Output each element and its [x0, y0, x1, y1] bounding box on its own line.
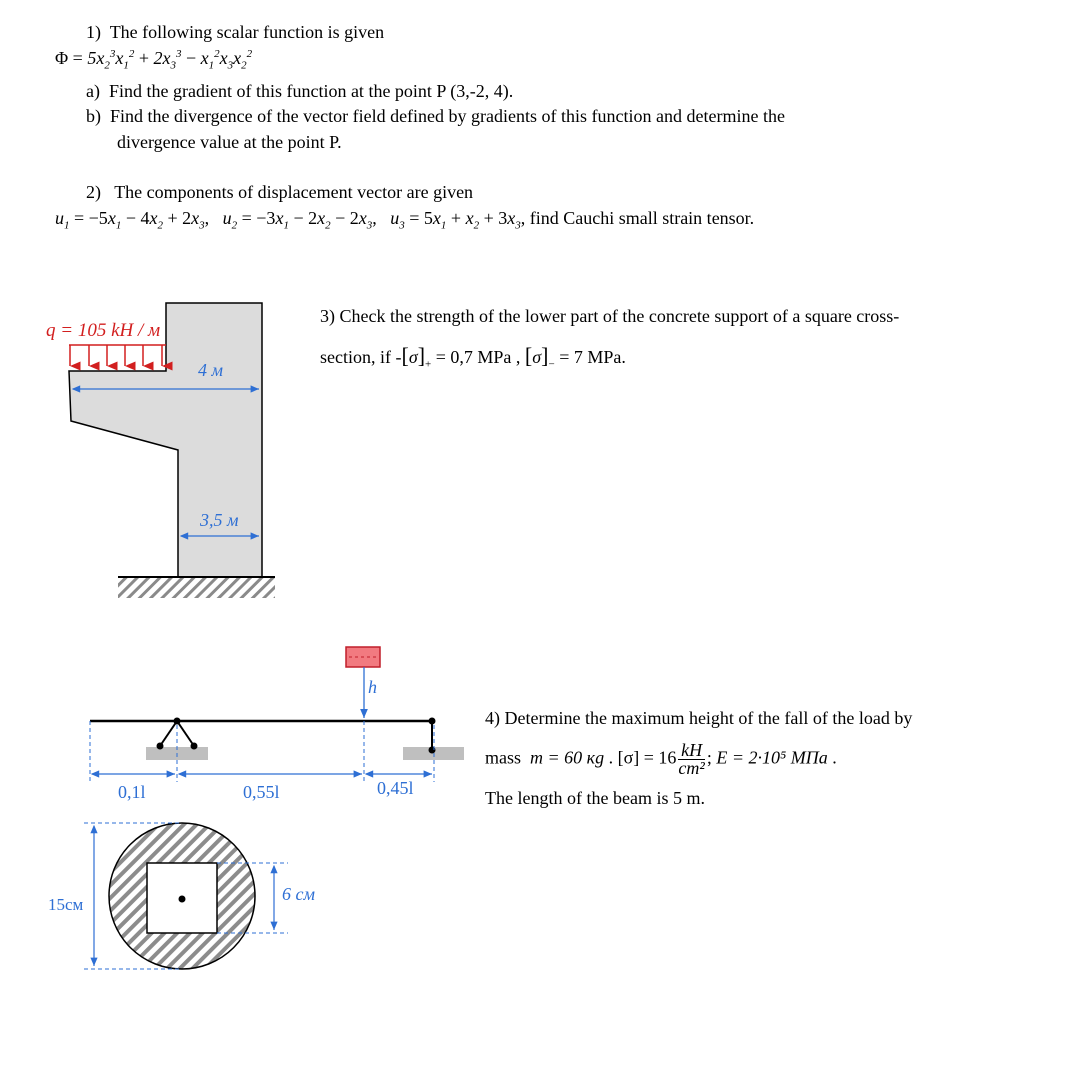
svg-text:0,45l: 0,45l [377, 778, 414, 798]
svg-text:3,5 м: 3,5 м [200, 510, 239, 530]
p2-displacements: $u_1 = -5x_1 - 4x_2 + 2x_3$, $u_2 = -3x_1 - 2x_2 - 2x_3$, $u_3 = 5x_1 + x_2 + 3x_3$, find Cauchi small strain tensor. [55, 208, 755, 232]
svg-text:6 см: 6 см [282, 884, 315, 904]
svg-text:0,55l: 0,55l [243, 782, 280, 802]
p4-line3: The length of the beam is 5 m. [485, 788, 705, 808]
distributed-load [69, 345, 166, 366]
p3-line2: section, if $-[\sigma]_+ = 0,7$ MPa , $[\sigma]_- = 7$ MPa. [320, 343, 626, 371]
svg-text:15см: 15см [48, 895, 84, 914]
load-label: q = 105 kH / м [46, 320, 161, 341]
p1-part-a: a) Find the gradient of this function at the point P (3,-2, 4). [86, 81, 514, 101]
p4-line2: mass m = 60 кg . [σ] = 16 $\frac{kH}{\text{cm²}}$ ; E = 2·10⁵ MПa . [485, 740, 837, 778]
p1-part-b-cont: divergence value at the point P. [117, 132, 342, 152]
p3-line1: 3) Check the strength of the lower part of the concrete support of a square cross- [320, 306, 900, 326]
svg-text:0,1l: 0,1l [118, 782, 146, 802]
svg-text:4 м: 4 м [198, 360, 223, 380]
p4-line1: 4) Determine the maximum height of the fall of the load by [485, 708, 913, 728]
p1-heading: 1) The following scalar function is given [86, 22, 385, 42]
svg-text:h: h [368, 677, 377, 697]
p1-function: $\Phi = 5x_2^3x_1^2 + 2x_3^3 - x_1^2x_3x_2^2$ [55, 48, 253, 72]
ground-hatch [118, 577, 275, 598]
p1-part-b: b) Find the divergence of the vector field defined by gradients of this function and determine the [86, 106, 785, 126]
p2-heading: 2) The components of displacement vector are given [86, 182, 474, 202]
